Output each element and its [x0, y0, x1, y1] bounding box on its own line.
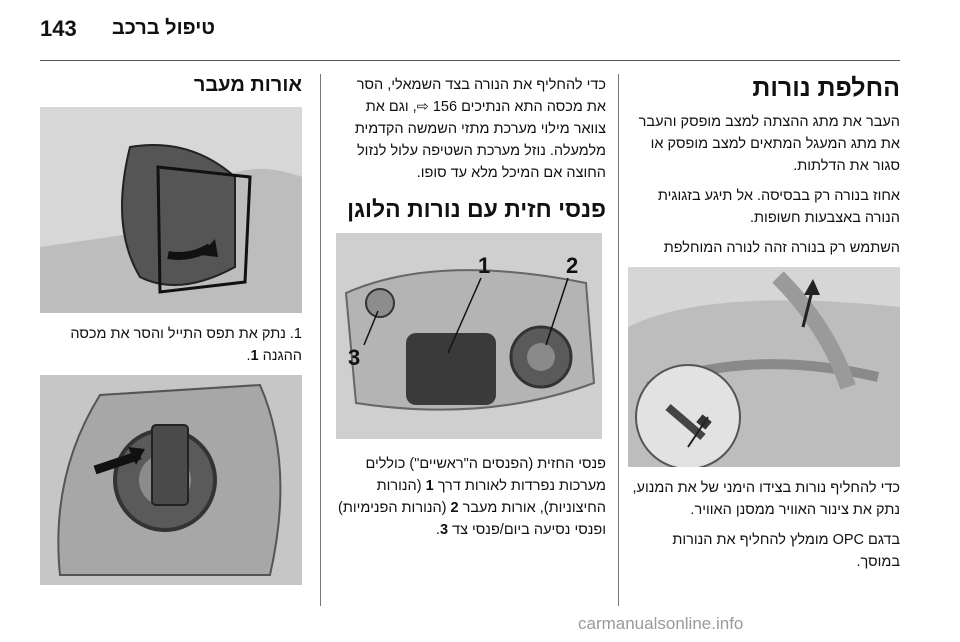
paragraph-glass: אחוז בנורה רק בבסיסה. אל תיגע בזגוגית הנורה באצבעות חשופות.	[657, 188, 900, 226]
paragraph-air-duct: כדי להחליף נורות בצידו הימני של את המנוע, נתק את צינור האוויר ממסנן האוויר.	[632, 480, 900, 518]
step-remove-cover: 1. נתק את תפס התייל והסר את מכסה ההגנה 1.	[70, 326, 302, 364]
column-bulb-replacement	[628, 74, 900, 581]
column-divider-right	[618, 74, 619, 606]
header-divider	[40, 60, 900, 61]
low-beam-bulb-image	[40, 375, 302, 585]
paragraph-ignition: העבר את מתג ההצתה למצב מופסק והעבר את מתג המעגל המתאים למצב מופסק או סגור את הדלתות.	[638, 114, 900, 174]
column-halogen-headlights	[336, 74, 606, 549]
engine-bay-image	[628, 267, 900, 467]
paragraph-same-bulb: השתמש רק בנורה זהה לנורה המוחלפת	[663, 240, 900, 256]
column-divider-left	[320, 74, 321, 606]
page-number: 143	[40, 16, 77, 41]
cover-removal-illustration	[40, 107, 302, 313]
page-header	[0, 0, 960, 52]
callout-2: 2	[566, 253, 579, 278]
watermark: carmanualsonline.info	[578, 614, 744, 633]
engine-bay-illustration	[628, 267, 900, 467]
callout-1: 1	[478, 253, 491, 278]
heading-halogen-headlights: פנסי חזית עם נורות הלוגן	[347, 196, 606, 222]
low-beam-cover-image	[40, 107, 302, 313]
column-low-beam	[40, 74, 302, 585]
paragraph-opc: בדגם OPC מומלץ להחליף את הנורות במוסך.	[672, 532, 900, 570]
bulb-connector-illustration	[40, 375, 302, 585]
heading-low-beam: אורות מעבר	[193, 74, 302, 96]
callout-3: 3	[348, 345, 361, 370]
section-title: טיפול ברכב	[112, 17, 216, 39]
paragraph-headlight-systems: פנסי החזית (הפנסים ה"ראשיים") כוללים מערכות נפרדות לאורות דרך 1 (הנורות החיצוניות), אורות מעבר 2 (הנורות הפנימיות) ופנסי נסיעה ביום/פנסי צד 3.	[338, 456, 606, 538]
headlight-illustration	[336, 233, 602, 439]
headlight-image	[336, 233, 602, 439]
heading-bulb-replacement: החלפת נורות	[752, 74, 900, 102]
paragraph-left-side: כדי להחליף את הנורה בצד השמאלי, הסר את מכסה התא הנתיכים 156 ⇨, וגם את צוואר מילוי מערכת מתזי השמשה הקדמית מלמעלה. נוזל מערכת השטיפה עלול לנזול החוצה אם המיכל מלא עד סופו.	[354, 77, 606, 181]
